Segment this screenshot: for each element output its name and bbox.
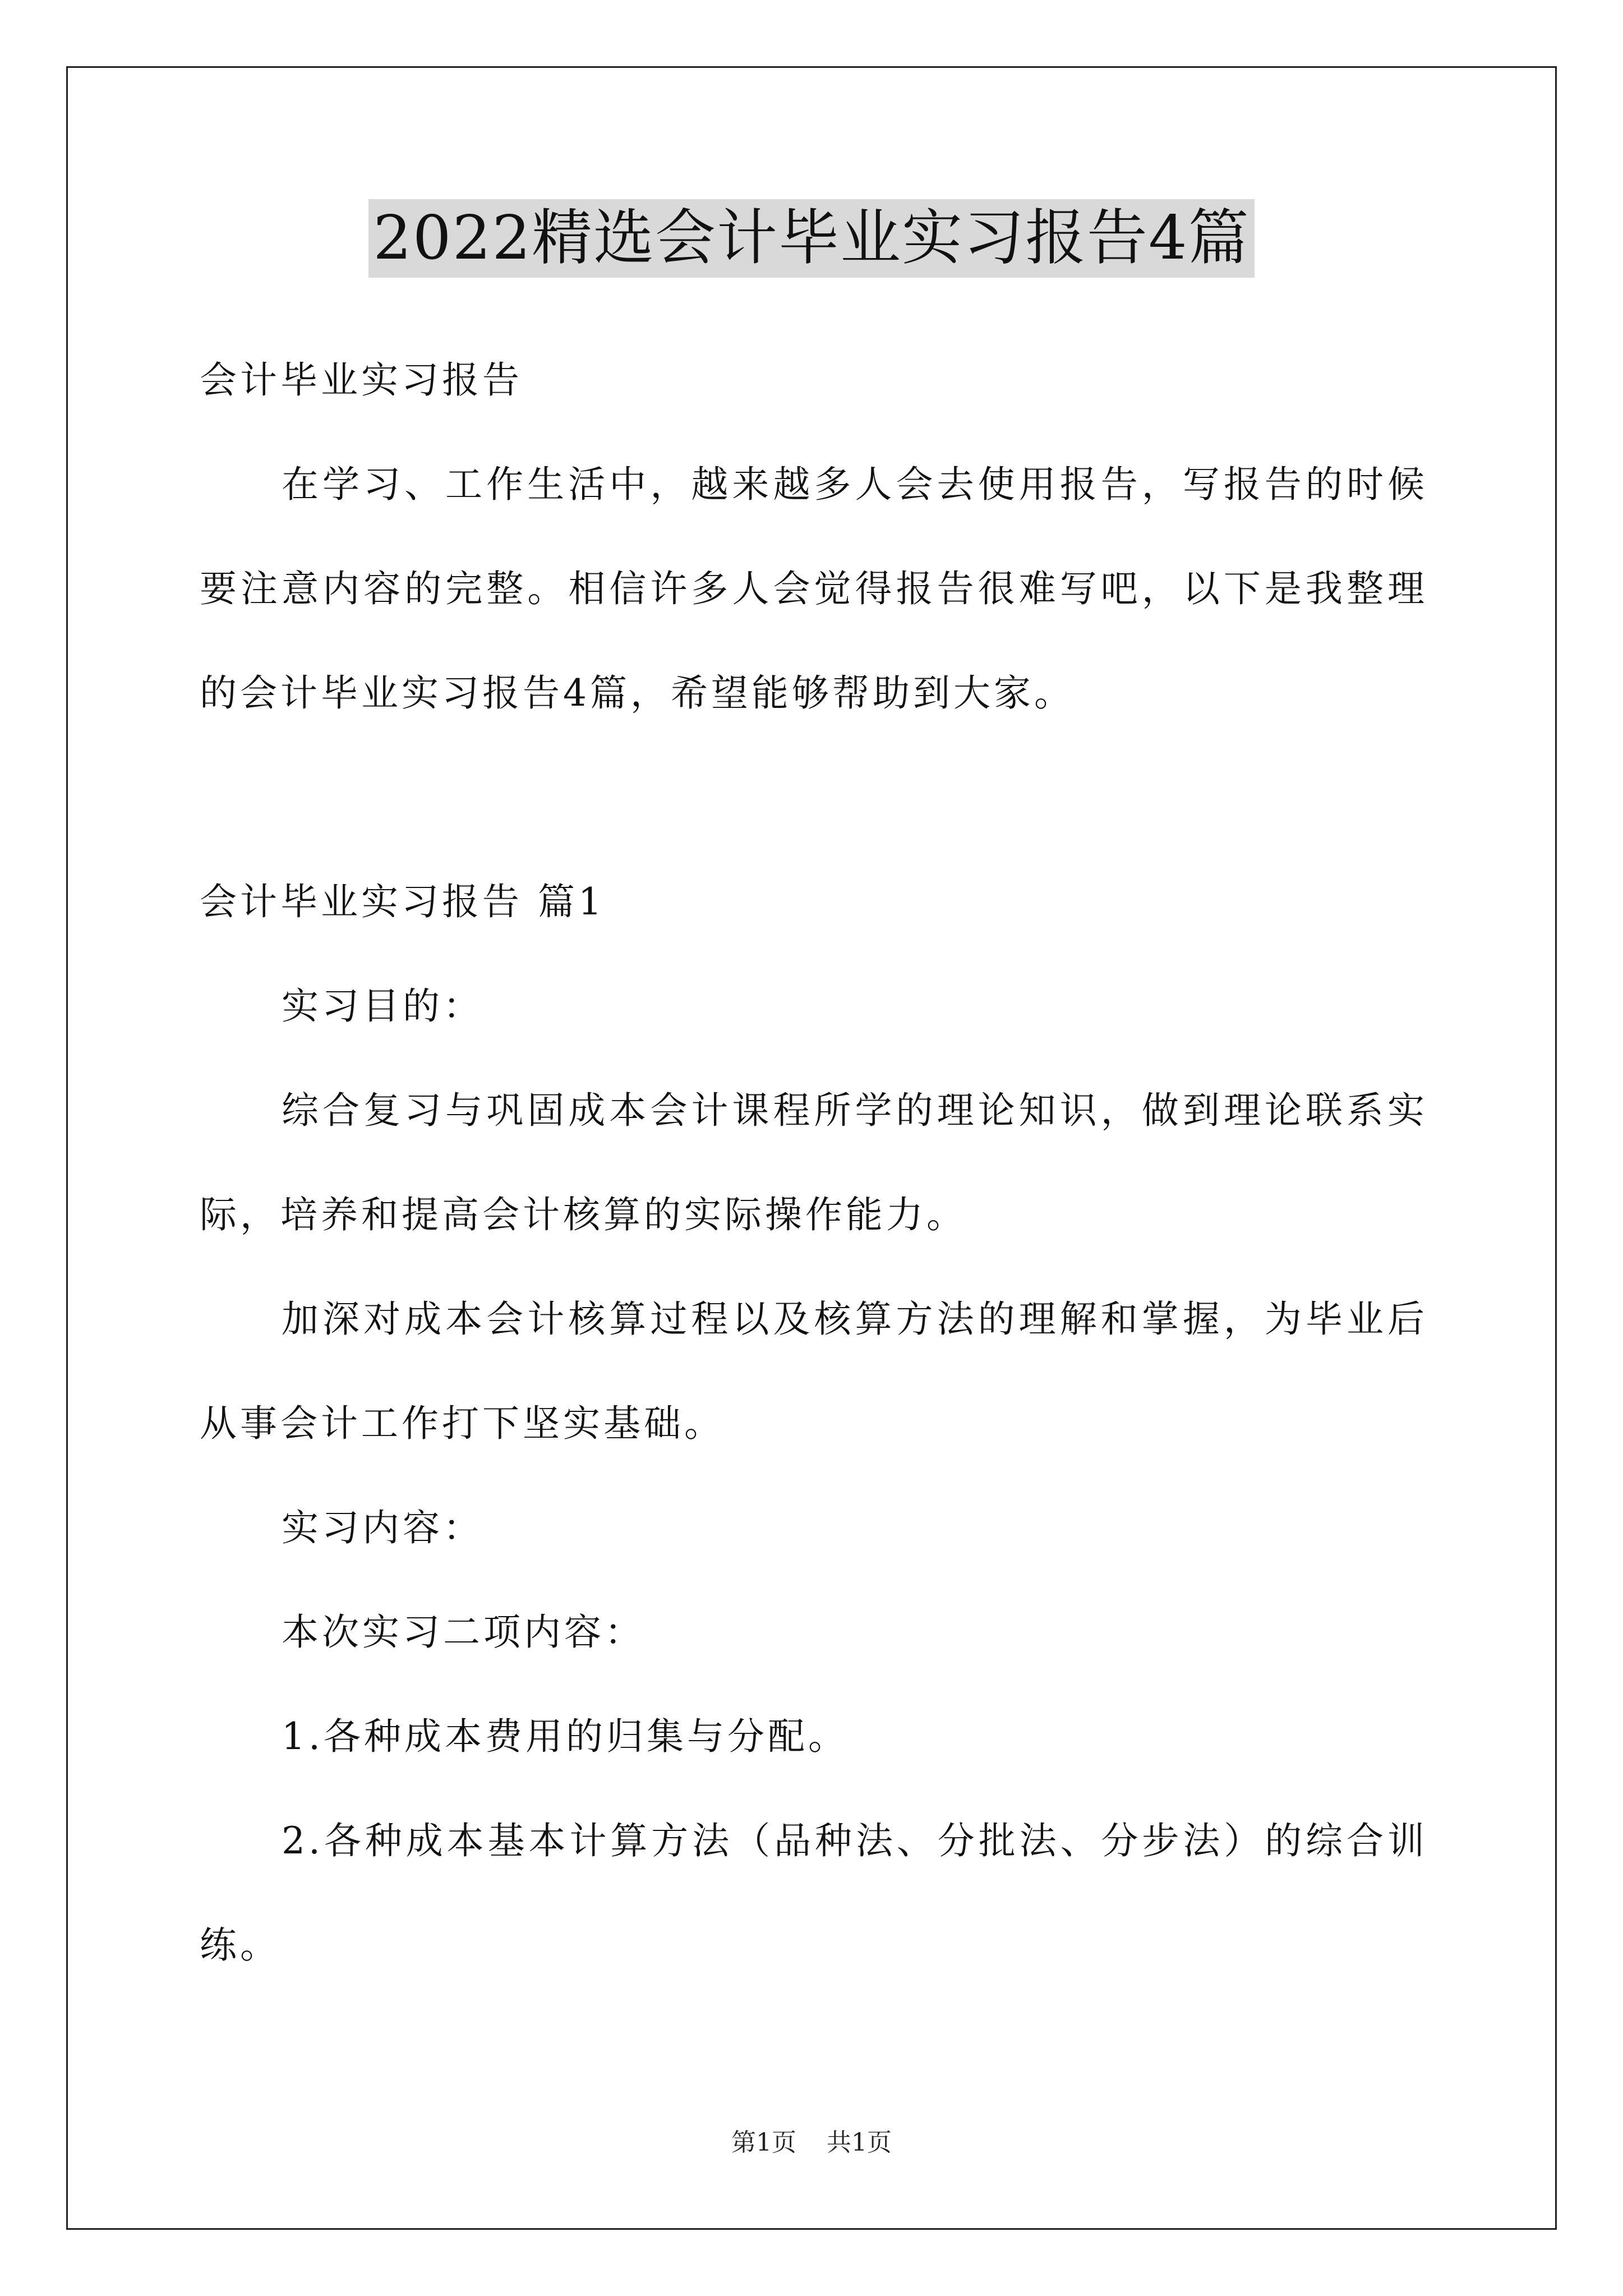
list-item: 2.各种成本基本计算方法（品种法、分批法、分步法）的综合训练。 <box>200 1819 1428 1967</box>
title-container <box>0 199 1623 278</box>
content-intro: 本次实习二项内容： <box>282 1611 645 1654</box>
blank-line <box>200 746 1428 850</box>
page-number: 第1页 <box>731 2128 796 2157</box>
document-body <box>200 328 1428 1998</box>
page-total: 共1页 <box>827 2128 892 2157</box>
list-item: 1.各种成本费用的归集与分配。 <box>282 1715 849 1758</box>
subheading-purpose: 实习目的： <box>282 984 483 1028</box>
subheading-content: 实习内容： <box>282 1506 483 1549</box>
purpose-paragraph-1: 综合复习与巩固成本会计课程所学的理论知识，做到理论联系实际，培养和提高会计核算的实际操作能力。 <box>200 1089 1428 1236</box>
purpose-paragraph-2: 加深对成本会计核算过程以及核算方法的理解和掌握，为毕业后从事会计工作打下坚实基础。 <box>200 1297 1428 1445</box>
document-title: 2022精选会计毕业实习报告4篇 <box>368 199 1255 278</box>
article-heading: 会计毕业实习报告 篇1 <box>200 880 605 923</box>
intro-paragraph: 在学习、工作生活中，越来越多人会去使用报告，写报告的时候要注意内容的完整。相信许多人会觉得报告很难写吧，以下是我整理的会计毕业实习报告4篇，希望能够帮助到大家。 <box>200 463 1428 715</box>
page-footer <box>0 2126 1623 2160</box>
section-heading: 会计毕业实习报告 <box>200 358 523 402</box>
